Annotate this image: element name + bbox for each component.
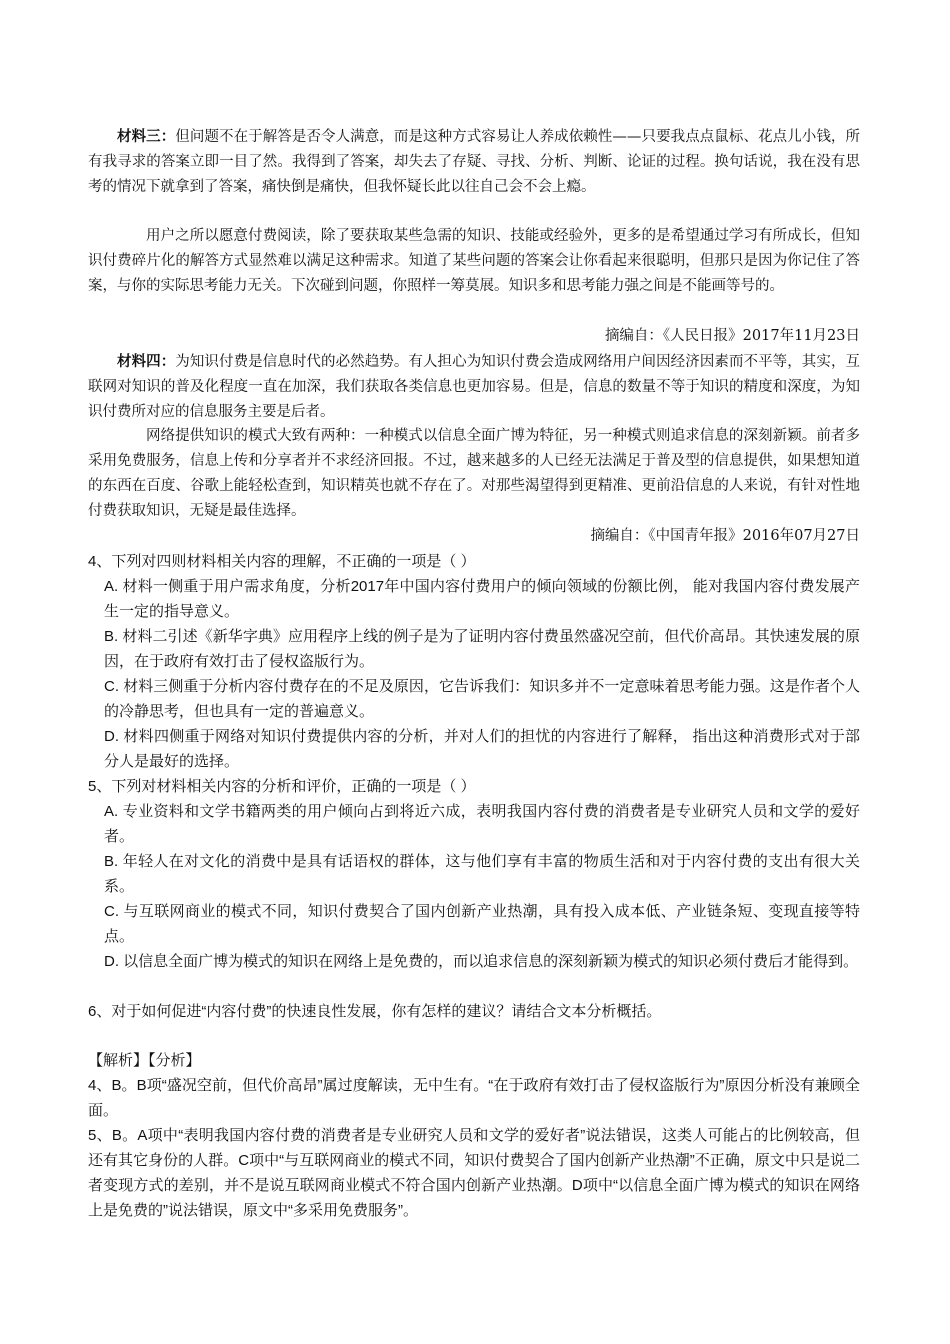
question-5-stem: 5、下列对材料相关内容的分析和评价，正确的一项是（ ）: [88, 778, 476, 795]
question-4-stem: 4、下列对四则材料相关内容的理解，不正确的一项是（ ）: [88, 553, 476, 570]
material3-paragraph-2: 用户之所以愿意付费阅读，除了要获取某些急需的知识、技能或经验外，更多的是希望通过学习有所成长，但知识付费碎片化的解答方式显然难以满足这种需求。知道了某些问题的答案会让你看起来很聪明，但那只是因为你记住了答案，与你的实际思考能力无关。下次碰到问题，你照样一筹莫展。知识多和思考能力强之间是不能画等号的。: [88, 228, 860, 294]
material3-source: 摘编自：《人民日报》2017年11月23日: [604, 328, 860, 344]
material4-source: 摘编自：《中国青年报》2016年07月27日: [590, 528, 860, 544]
question-4-option-b: B. 材料二引述《新华字典》应用程序上线的例子是为了证明内容付费虽然盛况空前，但代价高昂。其快速发展的原因，在于政府有效打击了侵权盗版行为。: [104, 628, 860, 670]
material4-paragraph-1: [88, 349, 860, 425]
material4-text-1: 为知识付费是信息时代的必然趋势。有人担心为知识付费会造成网络用户间因经济因素而不平等，其实，互联网对知识的普及化程度一直在加深，我们获取各类信息也更加容易。但是，信息的数量不等于知识的精度和深度，为知识付费所对应的信息服务主要是后者。: [88, 354, 861, 420]
question-4-option-a: A. 材料一侧重于用户需求角度，分析2017年中国内容付费用户的倾向领域的份额比例， 能对我国内容付费发展产生一定的指导意义。: [104, 578, 860, 620]
analysis-answer-5: 5、B。A项中“表明我国内容付费的消费者是专业研究人员和文学的爱好者”说法错误，这类人可能占的比例较高，但还有其它身份的人群。C项中“与互联网商业的模式不同，知识付费契合了国内创新产业热潮”不正确，原文中只是说二者变现方式的差别，并不是说互联网商业模式不符合国内创新产业热潮。D项中“以信息全面广博为模式的知识在网络上是免费的”说法错误，原文中“多采用免费服务”。: [88, 1127, 860, 1219]
question-5-option-d: D. 以信息全面广博为模式的知识在网络上是免费的，而以追求信息的深刻新颖为模式的知识必须付费后才能得到。: [104, 953, 859, 970]
question-5-option-a: A. 专业资料和文学书籍两类的用户倾向占到将近六成，表明我国内容付费的消费者是专业研究人员和文学的爱好者。: [104, 803, 860, 845]
material3-label-sep: ：: [160, 128, 176, 145]
material4-label-sep: ：: [160, 353, 176, 370]
analysis-heading: 【解析】【分析】: [88, 1052, 201, 1069]
question-4-option-d: D. 材料四侧重于网络对知识付费提供内容的分析，并对人们的担忧的内容进行了解释， 指出这种消费形式对于部分人是最好的选择。: [104, 728, 860, 770]
question-6-stem: 6、对于如何促进“内容付费”的快速良性发展，你有怎样的建议？请结合文本分析概括。: [88, 1003, 662, 1020]
question-5-option-c: C. 与互联网商业的模式不同，知识付费契合了国内创新产业热潮，具有投入成本低、产业链条短、变现直接等特点。: [104, 903, 860, 945]
question-5-option-b: B. 年轻人在对文化的消费中是具有话语权的群体，这与他们享有丰富的物质生活和对于内容付费的支出有很大关系。: [104, 853, 860, 895]
material3-paragraph-1: [88, 124, 860, 200]
material4-paragraph-2: 网络提供知识的模式大致有两种：一种模式以信息全面广博为特征，另一种模式则追求信息的深刻新颖。前者多采用免费服务，信息上传和分享者并不求经济回报。不过，越来越多的人已经无法满足于普及型的信息提供，如果想知道的东西在百度、谷歌上能轻松查到，知识精英也就不存在了。对那些渴望得到更精准、更前沿信息的人来说，有针对性地付费获取知识，无疑是最佳选择。: [88, 428, 860, 519]
material3-label: 材料三: [117, 128, 161, 145]
question-4-option-c: C. 材料三侧重于分析内容付费存在的不足及原因，它告诉我们：知识多并不一定意味着思考能力强。这是作者个人的冷静思考，但也具有一定的普遍意义。: [104, 678, 860, 720]
material3-text-1: 但问题不在于解答是否令人满意，而是这种方式容易让人养成依赖性——只要我点点鼠标、花点儿小钱，所有我寻求的答案立即一目了然。我得到了答案，却失去了存疑、寻找、分析、判断、论证的过程。换句话说，我在没有思考的情况下就拿到了答案，痛快倒是痛快，但我怀疑长此以往自己会不会上瘾。: [88, 129, 861, 195]
analysis-answer-4: 4、B。B项“盛况空前，但代价高昂”属过度解读，无中生有。“在于政府有效打击了侵权盗版行为”原因分析没有兼顾全面。: [88, 1077, 860, 1119]
material4-label: 材料四: [117, 353, 161, 370]
